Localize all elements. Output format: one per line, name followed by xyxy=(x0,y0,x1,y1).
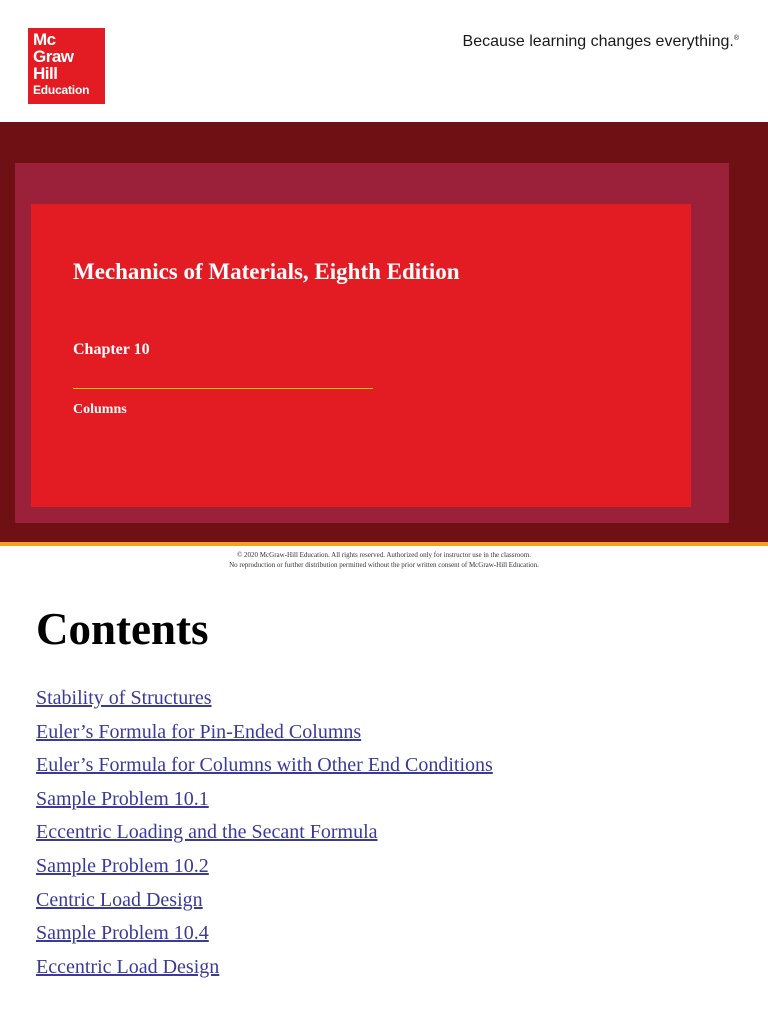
toc-link-sample-10-2[interactable]: Sample Problem 10.2 xyxy=(36,854,209,877)
logo-line-4: Education xyxy=(33,83,90,97)
accent-band xyxy=(0,542,768,546)
toc-link-sample-10-4[interactable]: Sample Problem 10.4 xyxy=(36,922,209,945)
divider-rule xyxy=(73,388,373,389)
toc-item xyxy=(36,820,493,854)
toc-link-sample-10-1[interactable]: Sample Problem 10.1 xyxy=(36,787,209,810)
book-title: Mechanics of Materials, Eighth Edition xyxy=(73,259,460,284)
toc-link-stability[interactable]: Stability of Structures xyxy=(36,687,212,709)
title-banner xyxy=(0,122,768,542)
banner-panel xyxy=(31,204,691,507)
toc-item xyxy=(36,955,493,989)
toc-link-eccentric-load-design[interactable]: Eccentric Load Design xyxy=(36,955,220,978)
toc-item xyxy=(36,888,493,922)
copyright-line-1: © 2020 McGraw-Hill Education. All rights reserved. Authorized only for instructor use in the classroom. xyxy=(236,551,531,559)
toc-link-euler-pin-ended[interactable]: Euler’s Formula for Pin-Ended Columns xyxy=(36,720,362,743)
toc-item xyxy=(36,686,493,720)
tagline xyxy=(463,33,739,51)
toc-item xyxy=(36,753,493,787)
toc-item xyxy=(36,720,493,754)
toc-link-euler-other-ends[interactable]: Euler’s Formula for Columns with Other End Conditions xyxy=(36,754,493,777)
tagline-text: Because learning changes everything. xyxy=(462,33,734,50)
logo-line-3: Hill xyxy=(33,64,58,83)
logo-line-1: Mc xyxy=(33,30,56,49)
chapter-subtitle: Columns xyxy=(73,402,127,417)
registered-mark: ® xyxy=(733,35,739,42)
toc-link-secant-formula[interactable]: Eccentric Loading and the Secant Formula xyxy=(36,821,378,844)
contents-heading: Contents xyxy=(36,604,209,654)
copyright-line-2: No reproduction or further distribution permitted without the prior written consent of McGraw-Hill Education. xyxy=(229,561,539,569)
table-of-contents xyxy=(36,686,493,988)
toc-item xyxy=(36,921,493,955)
banner-frame xyxy=(15,163,729,523)
mcgraw-hill-logo xyxy=(28,28,105,104)
logo-line-2: Graw xyxy=(33,47,74,66)
toc-link-centric-load-design[interactable]: Centric Load Design xyxy=(36,888,203,911)
copyright-notice xyxy=(0,550,768,570)
toc-item xyxy=(36,787,493,821)
chapter-label: Chapter 10 xyxy=(73,341,150,358)
toc-item xyxy=(36,854,493,888)
